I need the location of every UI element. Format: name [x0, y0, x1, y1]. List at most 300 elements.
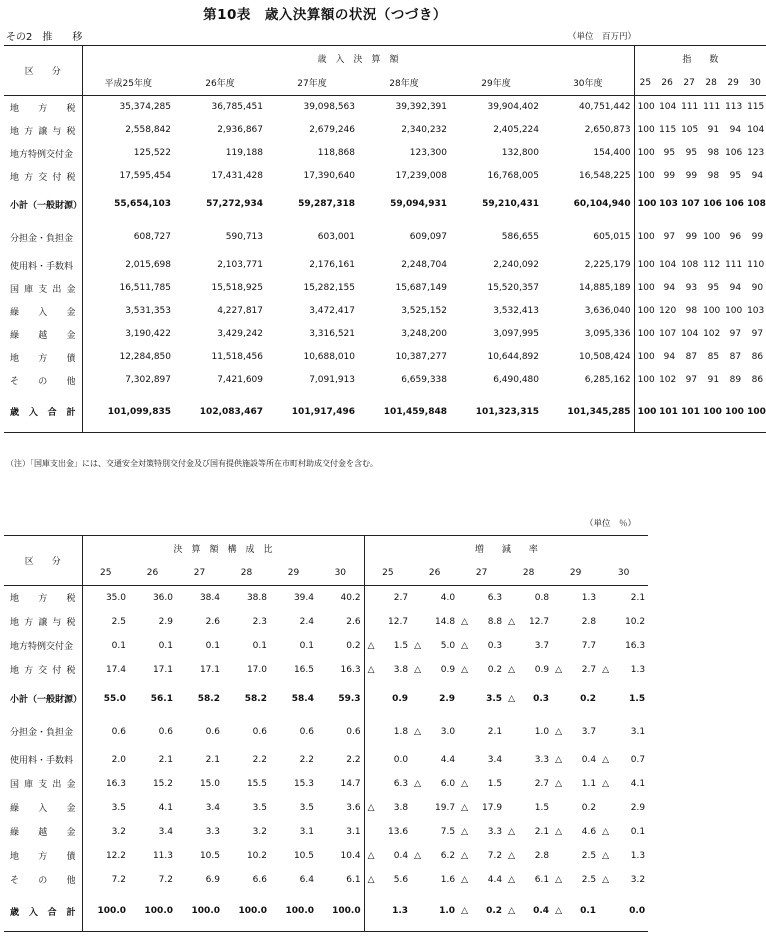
index-cell: 91: [707, 375, 720, 385]
rate-value: 3.8: [393, 802, 409, 813]
index-cell: 111: [681, 102, 699, 113]
composition-cell: 3.6: [346, 802, 361, 813]
composition-cell: 17.4: [82, 658, 129, 682]
composition-cell: 16.3: [82, 772, 129, 796]
composition-cell: 59.3: [338, 693, 361, 704]
row-label: 地方特例交付金: [10, 642, 74, 652]
composition-cell: 16.5: [293, 664, 314, 675]
composition-cell: 58.4: [291, 693, 314, 704]
index-cell: 100: [634, 323, 656, 346]
rate-value: 8.8: [487, 616, 503, 627]
amount-cell: 101,323,315: [450, 392, 542, 433]
composition-cell: 0.1: [205, 640, 220, 651]
amount-cell: 17,595,454: [82, 165, 174, 188]
comp-year-header: 26: [129, 561, 176, 586]
index-year-header: 25: [634, 71, 656, 96]
rate-cell: [552, 772, 599, 796]
row-label: 歳入合計: [4, 892, 82, 932]
index-year-header: 29: [722, 71, 744, 96]
amount-cell: 125,522: [82, 142, 174, 165]
rate-cell: 4.4: [440, 754, 456, 765]
amount-cell: 14,885,189: [579, 283, 631, 293]
composition-cell: 58.2: [197, 693, 220, 704]
rate-value: 3.3: [487, 826, 503, 837]
rate-cell: 19.7: [435, 802, 456, 813]
amount-cell: 15,687,149: [395, 283, 447, 293]
decrease-triangle-icon: △: [461, 850, 468, 861]
composition-cell: 3.2: [82, 820, 129, 844]
amount-cell: 586,655: [501, 232, 539, 242]
table-row: [4, 820, 648, 844]
composition-cell: 2.1: [158, 754, 173, 765]
rate-cell: 1.0: [411, 892, 458, 932]
decrease-triangle-icon: △: [555, 778, 562, 789]
rate-cell: [411, 658, 458, 682]
table-row: [4, 392, 766, 433]
index-cell: 94: [729, 125, 742, 135]
composition-cell: 35.0: [82, 586, 129, 610]
amount-cell: 609,097: [409, 232, 447, 242]
composition-cell: 2.2: [252, 754, 267, 765]
amount-cell: 7,302,897: [82, 369, 174, 392]
amount-cell: 3,097,995: [493, 329, 539, 339]
amount-cell: 55,654,103: [82, 188, 174, 221]
composition-cell: 3.3: [205, 826, 220, 837]
amount-cell: 2,650,873: [584, 125, 631, 135]
rate-cell: [411, 716, 458, 748]
row-label: 国庫支出金: [10, 780, 76, 790]
composition-cell: 38.4: [199, 592, 220, 603]
index-cell: 100: [725, 306, 743, 316]
decrease-triangle-icon: △: [555, 906, 562, 917]
table-row: [4, 221, 766, 254]
index-cell: 100: [744, 392, 766, 433]
rate-cell: 3.5: [486, 693, 503, 704]
amount-cell: 132,800: [501, 148, 539, 158]
index-cell: 86: [751, 352, 764, 362]
composition-cell: 0.6: [82, 716, 129, 748]
row-label: 地方税: [10, 103, 76, 114]
amount-cell: 6,490,480: [493, 375, 539, 385]
amount-cell: 3,316,521: [309, 329, 355, 339]
amount-cell: 6,659,338: [401, 375, 447, 385]
amount-cell: 17,431,428: [211, 171, 263, 181]
composition-cell: 2.6: [346, 616, 361, 627]
amount-cell: 59,287,318: [298, 199, 355, 209]
row-label: 地方債: [10, 852, 76, 862]
table-row: [4, 586, 648, 610]
decrease-triangle-icon: △: [414, 664, 421, 675]
rate-cell: [458, 658, 505, 682]
index-year-header: 27: [678, 71, 700, 96]
rate-cell: 14.8: [435, 616, 456, 627]
amount-cell: 101,099,835: [82, 392, 174, 433]
rate-year-header: 28: [505, 561, 552, 586]
rate-year-header: 30: [599, 561, 648, 586]
comp-year-header: 25: [82, 561, 129, 586]
rate-cell: [505, 820, 552, 844]
amount-cell: 39,392,391: [395, 102, 447, 113]
amount-cell: 15,520,357: [487, 283, 539, 293]
table-row: [4, 610, 648, 634]
amount-cell: 2,176,161: [309, 260, 355, 270]
rate-value: 0.1: [580, 906, 597, 917]
rate-value: 5.0: [440, 640, 456, 651]
composition-ratio-header: 決 算 額 構 成 比: [82, 536, 364, 561]
composition-cell: 15.3: [293, 778, 314, 789]
index-cell: 99: [685, 232, 698, 242]
row-label: 地方特例交付金: [10, 149, 74, 160]
rate-cell: 0.2: [581, 802, 597, 813]
rate-cell: [599, 844, 648, 868]
amount-cell: 10,387,277: [395, 352, 447, 362]
composition-cell: 100.0: [317, 892, 364, 932]
index-cell: 94: [729, 283, 742, 293]
composition-cell: 15.0: [199, 778, 220, 789]
amount-cell: 2,103,771: [217, 260, 263, 270]
index-cell: 100: [634, 165, 656, 188]
index-cell: 96: [729, 232, 742, 242]
index-cell: 86: [751, 375, 764, 385]
row-label: 繰越金: [10, 828, 76, 838]
composition-cell: 0.6: [158, 726, 173, 737]
index-cell: 100: [634, 142, 656, 165]
index-cell: 100: [634, 369, 656, 392]
composition-cell: 2.9: [158, 616, 173, 627]
amount-cell: 603,001: [317, 232, 355, 242]
amount-cell: 16,768,005: [487, 171, 539, 181]
row-label: その他: [10, 876, 76, 886]
index-cell: 112: [703, 260, 721, 270]
rate-cell: 1.8: [364, 716, 411, 748]
composition-cell: 7.2: [82, 868, 129, 892]
rate-year-header: 29: [552, 561, 599, 586]
index-cell: 108: [681, 260, 699, 270]
composition-cell: 3.2: [252, 826, 267, 837]
rate-value: 4.6: [581, 826, 597, 837]
row-label: 地方税: [10, 594, 76, 605]
composition-cell: 58.2: [244, 693, 267, 704]
rate-cell: [505, 682, 552, 716]
row-label: 分担金・負担金: [10, 233, 74, 244]
unit-label-millions: （単位 百万円）: [567, 32, 636, 42]
decrease-triangle-icon: △: [555, 664, 562, 675]
footnote: （注）「国庫支出金」には、交通安全対策特別交付金及び国有提供施設等所在市町村助成交付金を含む。: [6, 459, 378, 468]
rate-value: 0.3: [487, 640, 503, 651]
decrease-triangle-icon: △: [508, 826, 515, 837]
amount-cell: 2,936,867: [217, 125, 263, 135]
index-cell: 104: [659, 260, 677, 270]
rate-cell: 2.5: [581, 850, 597, 861]
rate-cell: [552, 658, 599, 682]
rate-cell: 1.3: [581, 592, 597, 603]
rate-cell: [364, 658, 411, 682]
rate-value: 0.3: [533, 693, 550, 704]
index-cell: 94: [663, 352, 676, 362]
composition-cell: 0.1: [82, 634, 129, 658]
index-cell: 98: [685, 306, 698, 316]
table-row: [4, 119, 766, 142]
composition-cell: 38.8: [246, 592, 267, 603]
rate-cell: 2.1: [487, 726, 503, 737]
composition-cell: 2.2: [299, 754, 314, 765]
decrease-triangle-icon: △: [414, 850, 421, 861]
rate-cell: 0.8: [534, 592, 550, 603]
index-cell: 111: [703, 102, 721, 113]
composition-cell: 10.2: [246, 850, 267, 861]
index-cell: 99: [663, 171, 676, 181]
index-cell: 115: [747, 102, 765, 113]
rate-year-header: 26: [411, 561, 458, 586]
table-row: [4, 323, 766, 346]
rate-value: 0.1: [630, 826, 646, 837]
page-title: 第10表 歳入決算額の状況（つづき）: [203, 7, 447, 23]
amount-cell: 2,558,842: [82, 119, 174, 142]
index-cell: 101: [678, 392, 700, 433]
rate-cell: [458, 634, 505, 658]
index-cell: 87: [685, 352, 698, 362]
amount-cell: 2,240,092: [493, 260, 539, 270]
row-label: 使用料・手数料: [10, 261, 74, 272]
table-row: [4, 96, 766, 119]
composition-cell: 0.6: [252, 726, 267, 737]
composition-cell: 2.1: [205, 754, 220, 765]
amount-cell: 154,400: [593, 148, 631, 158]
composition-cell: 0.1: [299, 640, 314, 651]
index-cell: 99: [685, 171, 698, 181]
rate-cell: [599, 772, 648, 796]
row-label: 小計（一般財源）: [10, 200, 83, 211]
rate-value: 3.8: [393, 664, 409, 675]
rate-value: 0.4: [393, 850, 409, 861]
table-row: [4, 346, 766, 369]
decrease-triangle-icon: △: [508, 616, 515, 627]
decrease-triangle-icon: △: [602, 664, 609, 675]
kubun-header-2: 区 分: [4, 536, 82, 586]
decrease-triangle-icon: △: [461, 778, 468, 789]
composition-cell: 6.1: [346, 874, 361, 885]
rate-cell: 2.8: [581, 616, 597, 627]
composition-cell: 6.4: [299, 874, 314, 885]
rate-value: 6.2: [440, 850, 456, 861]
rate-cell: [458, 844, 505, 868]
table-row: [4, 682, 648, 716]
amount-cell: 3,429,242: [217, 329, 263, 339]
rate-cell: 3.4: [487, 754, 503, 765]
index-cell: 94: [663, 283, 676, 293]
rate-cell: [458, 772, 505, 796]
composition-cell: 2.3: [252, 616, 267, 627]
index-year-header: 30: [744, 71, 766, 96]
decrease-triangle-icon: △: [461, 640, 468, 651]
composition-cell: 100.0: [176, 892, 223, 932]
amount-cell: 59,094,931: [390, 199, 447, 209]
rate-cell: 7.7: [581, 640, 597, 651]
amount-cell: 7,421,609: [217, 375, 263, 385]
table-row: [4, 634, 648, 658]
rate-cell: 2.9: [630, 802, 646, 813]
composition-cell: 16.3: [340, 664, 361, 675]
amount-cell: 12,284,850: [82, 346, 174, 369]
rate-cell: 16.3: [625, 640, 646, 651]
composition-cell: 56.1: [150, 693, 173, 704]
change-rate-header: 増 減 率: [364, 536, 648, 561]
composition-and-change-rate-table: [4, 535, 648, 932]
composition-cell: 6.6: [252, 874, 267, 885]
rate-cell: [552, 716, 599, 748]
index-cell: 97: [729, 329, 742, 339]
index-cell: 107: [659, 329, 677, 339]
index-cell: 97: [685, 375, 698, 385]
rate-cell: [458, 868, 505, 892]
amount-cell: 3,095,336: [584, 329, 631, 339]
decrease-triangle-icon: △: [555, 726, 562, 737]
index-cell: 104: [747, 125, 765, 135]
index-cell: 94: [751, 171, 764, 181]
rate-value: 0.4: [533, 906, 550, 917]
amount-cell: 3,190,422: [82, 323, 174, 346]
rate-cell: 4.0: [440, 592, 456, 603]
amount-cell: 11,518,456: [211, 352, 263, 362]
composition-cell: 17.1: [199, 664, 220, 675]
decrease-triangle-icon: △: [508, 693, 515, 704]
index-cell: 87: [729, 352, 742, 362]
composition-cell: 2.4: [299, 616, 314, 627]
composition-cell: 0.2: [346, 640, 361, 651]
index-cell: 100: [634, 277, 656, 300]
rate-cell: [552, 868, 599, 892]
rate-cell: [599, 820, 648, 844]
amount-cell: 36,785,451: [211, 102, 263, 113]
rate-cell: 2.7: [364, 586, 411, 610]
table-row: [4, 868, 648, 892]
amount-cell: 3,472,417: [309, 306, 355, 316]
composition-cell: 0.6: [205, 726, 220, 737]
composition-cell: 55.0: [82, 682, 129, 716]
rate-cell: 3.7: [534, 640, 550, 651]
rate-cell: 3.1: [630, 726, 646, 737]
index-cell: 95: [729, 171, 742, 181]
rate-cell: 10.2: [625, 616, 646, 627]
decrease-triangle-icon: △: [508, 874, 515, 885]
rate-cell: [411, 634, 458, 658]
rate-value: 0.4: [581, 754, 597, 765]
amount-cell: 590,713: [225, 232, 263, 242]
composition-cell: 2.5: [82, 610, 129, 634]
rate-cell: 13.6: [364, 820, 411, 844]
rate-cell: [552, 892, 599, 932]
rate-value: 2.5: [581, 874, 597, 885]
amount-cell: 2,225,179: [584, 260, 631, 270]
amount-cell: 2,015,698: [82, 254, 174, 277]
index-cell: 102: [703, 329, 721, 339]
rate-value: 2.7: [581, 664, 597, 675]
composition-cell: 0.1: [252, 640, 267, 651]
rate-cell: 0.2: [580, 693, 597, 704]
index-cell: 120: [659, 306, 677, 316]
row-label: その他: [10, 376, 76, 387]
amount-cell: 118,868: [317, 148, 355, 158]
rate-value: 3.0: [440, 726, 456, 737]
decrease-triangle-icon: △: [461, 874, 468, 885]
composition-cell: 17.0: [246, 664, 267, 675]
index-cell: 100: [634, 254, 656, 277]
amount-cell: 3,525,152: [401, 306, 447, 316]
table-row: [4, 844, 648, 868]
rate-value: 1.1: [581, 778, 597, 789]
composition-cell: 2.6: [205, 616, 220, 627]
rate-value: 1.3: [630, 664, 646, 675]
rate-cell: 2.1: [630, 592, 646, 603]
settlement-amount-header: 歳 入 決 算 額: [82, 46, 634, 71]
index-cell: 111: [725, 260, 743, 270]
index-cell: 95: [707, 283, 720, 293]
row-label: 分担金・負担金: [10, 728, 74, 738]
decrease-triangle-icon: △: [602, 826, 609, 837]
rate-value: 1.5: [487, 778, 503, 789]
index-cell: 97: [663, 232, 676, 242]
rate-cell: 7.5: [440, 826, 456, 837]
table-row: [4, 796, 648, 820]
decrease-triangle-icon: △: [602, 874, 609, 885]
index-cell: 103: [747, 306, 765, 316]
rate-cell: 12.7: [364, 610, 411, 634]
decrease-triangle-icon: △: [367, 640, 375, 651]
composition-cell: 100.0: [270, 892, 317, 932]
composition-cell: 12.2: [82, 844, 129, 868]
rate-cell: 0.9: [364, 682, 411, 716]
index-year-header: 28: [700, 71, 722, 96]
amount-cell: 2,679,246: [309, 125, 355, 135]
index-cell: 100: [634, 346, 656, 369]
index-cell: 106: [725, 199, 744, 209]
rate-cell: [364, 796, 411, 820]
index-cell: 102: [659, 375, 677, 385]
amount-cell: 3,636,040: [584, 306, 631, 316]
index-cell: 100: [703, 306, 721, 316]
composition-cell: 7.2: [158, 874, 173, 885]
decrease-triangle-icon: △: [367, 850, 375, 861]
index-cell: 115: [659, 125, 677, 135]
rate-value: 7.2: [487, 850, 503, 861]
amount-cell: 57,272,934: [206, 199, 263, 209]
composition-cell: 10.4: [340, 850, 361, 861]
rate-year-header: 25: [364, 561, 411, 586]
rate-value: 12.7: [529, 616, 550, 627]
rate-cell: [599, 748, 648, 772]
composition-cell: 6.9: [205, 874, 220, 885]
composition-cell: 36.0: [152, 592, 173, 603]
amount-cell: 3,248,200: [401, 329, 447, 339]
rate-value: 2.8: [534, 850, 550, 861]
decrease-triangle-icon: △: [414, 726, 421, 737]
section-subtitle: その2 推 移: [6, 32, 83, 43]
composition-cell: 2.0: [82, 748, 129, 772]
table-row: [4, 658, 648, 682]
table-row: [4, 748, 648, 772]
amount-cell: 39,098,563: [303, 102, 355, 113]
rate-value: 6.1: [534, 874, 550, 885]
decrease-triangle-icon: △: [602, 754, 609, 765]
composition-cell: 3.5: [299, 802, 314, 813]
rate-cell: [505, 892, 552, 932]
year-header: 26年度: [174, 71, 266, 96]
rate-value: 4.1: [630, 778, 646, 789]
amount-cell: 10,688,010: [303, 352, 355, 362]
amount-cell: 59,210,431: [482, 199, 539, 209]
unit-label-percent: （単位 ％）: [584, 519, 636, 529]
rate-cell: [505, 658, 552, 682]
